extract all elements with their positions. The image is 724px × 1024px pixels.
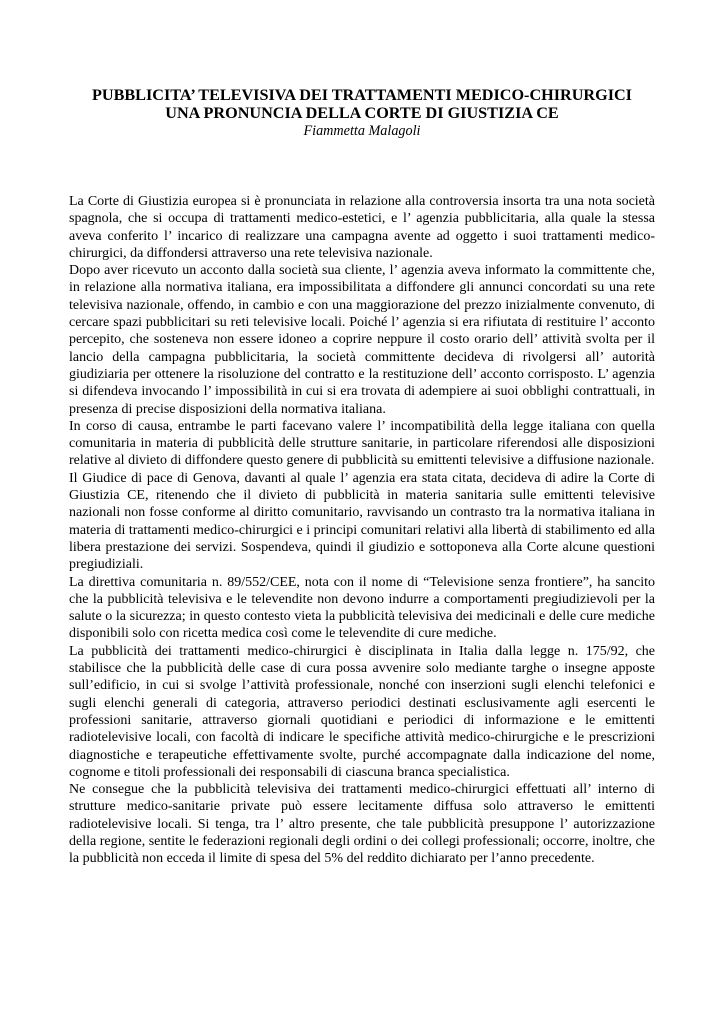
document-body bbox=[69, 193, 655, 868]
paragraph: In corso di causa, entrambe le parti facevano valere l’ incompatibilità della legge italiana con quella comunitaria in materia di pubblicità delle strutture sanitarie, in particolare riferendosi alle disposizioni relative al divieto di diffondere questo genere di pubblicità su emittenti televisive a diffusione nazionale. bbox=[69, 418, 655, 469]
paragraph: La direttiva comunitaria n. 89/552/CEE, nota con il nome di “Televisione senza frontiere”, ha sancito che la pubblicità televisiva e le televendite non devono indurre a comportamenti pregiudizievoli per la salute o la sicurezza; in questo contesto vieta la pubblicità televisiva dei medicinali e delle cure mediche disponibili solo con ricetta medica così come le televendite di cure mediche. bbox=[69, 574, 655, 642]
paragraph: Ne consegue che la pubblicità televisiva dei trattamenti medico-chirurgici effettuati all’ interno di strutture medico-sanitarie private può essere lecitamente diffusa solo attraverso le emittenti radiotelevisive locali. Si tenga, tra l’ altro presente, che tale pubblicità presuppone l’ autorizzazione della regione, sentite le federazioni regionali degli ordini o dei collegi professionali; occorre, inoltre, che la pubblicità non ecceda il limite di spesa del 5% del reddito dichiarato per l’anno precedente. bbox=[69, 782, 655, 867]
paragraph: La Corte di Giustizia europea si è pronunciata in relazione alla controversia insorta tra una nota società spagnola, che si occupa di trattamenti medico-estetici, e l’ agenzia pubblicitaria, alla quale la stessa aveva conferito l’ incarico di realizzare una campagna avente ad oggetto i suoi trattamenti medico-chirurgici, da diffondersi attraverso una rete televisiva nazionale. bbox=[69, 194, 655, 261]
title-block bbox=[60, 86, 664, 140]
paragraph: Il Giudice di pace di Genova, davanti al quale l’ agenzia era stata citata, decideva di adire la Corte di Giustizia CE, ritenendo che il divieto di pubblicità in materia sanitaria sulle emittenti televisive nazionali non fosse conforme al diritto comunitario, ravvisando un contrasto tra la normativa italiana in materia di trattamenti medico-chirurgici e i principi comunitari relativi alla libertà di stabilimento ed alla libera prestazione dei servizi. Sospendeva, quindi il giudizio e sottoponeva alla Corte alcune questioni pregiudiziali. bbox=[69, 470, 655, 573]
document-title-line-2: UNA PRONUNCIA DELLA CORTE DI GIUSTIZIA CE bbox=[165, 104, 559, 122]
paragraph: Dopo aver ricevuto un acconto dalla società sua cliente, l’ agenzia aveva informato la committente che, in relazione alla normativa italiana, era impossibilitata a diffondere gli annunci concordati su una rete televisiva nazionale, offendo, in cambio e con una maggiorazione del prezzo inizialmente convenuto, di cercare spazi pubblicitari su reti televisive locali. Poiché l’ agenzia si era rifiutata di restituire l’ acconto percepito, che sosteneva non essere idoneo a coprire neppure il costo orario dell’ attività svolta per il lancio della campagna pubblicitaria, la società committente decideva di rivolgersi all’ autorità giudiziaria per ottenere la risoluzione del contratto e la restituzione dell’ acconto corrisposto. L’ agenzia si difendeva invocando l’ impossibilità in cui si era trovata di adempiere ai suoi obblighi contrattuali, in presenza di precise disposizioni della normativa italiana. bbox=[69, 263, 655, 417]
paragraph: La pubblicità dei trattamenti medico-chirurgici è disciplinata in Italia dalla legge n. 175/92, che stabilisce che la pubblicità delle case di cura possa avvenire solo mediante targhe o insegne apposte sull’edificio, in cui si svolge l’attività professionale, nonché con inserzioni sugli elenchi telefonici e sugli elenchi generali di categoria, attraverso periodici destinati esclusivamente agli esercenti le professioni sanitarie, attraverso giornali quotidiani e periodici di informazione e le emittenti radiotelevisive locali, con facoltà di indicare le specifiche attività medico-chirurgiche e le prescrizioni diagnostiche e terapeutiche effettivamente svolte, purché accompagnate dalla indicazione del nome, cognome e titoli professionali dei responsabili di ciascuna branca specialistica. bbox=[69, 643, 655, 780]
document-author: Fiammetta Malagoli bbox=[303, 123, 421, 139]
document-title-line-1: PUBBLICITA’ TELEVISIVA DEI TRATTAMENTI MEDICO-CHIRURGICI bbox=[92, 86, 632, 104]
